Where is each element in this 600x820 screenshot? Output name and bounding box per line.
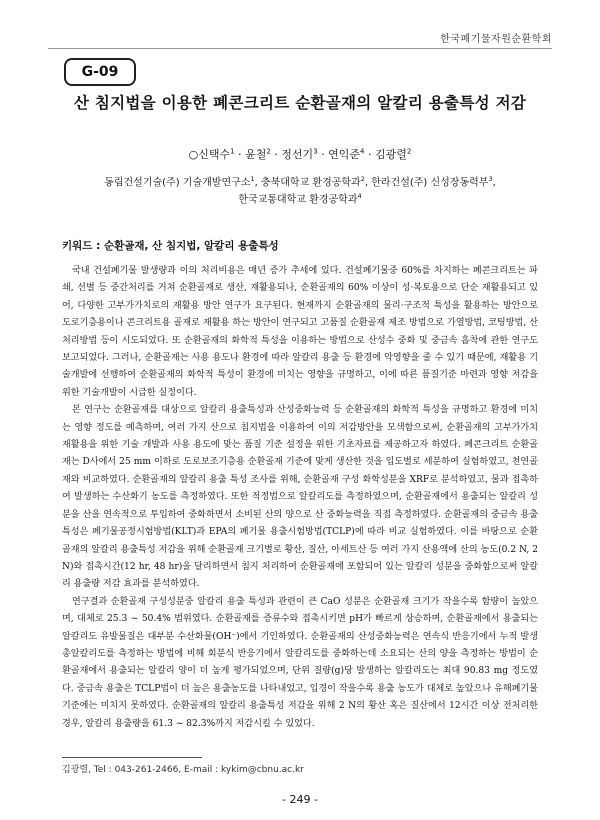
affiliation-line xyxy=(48,188,552,208)
affiliation: 한국교통대학교 환경공학과 xyxy=(238,194,358,206)
author-name: 윤철 xyxy=(245,148,267,161)
abstract-body xyxy=(62,263,538,733)
affiliation: , 충북대학교 환경공학과 xyxy=(254,177,361,189)
paragraph-results: 연구결과 순환골재 구성성분중 알칼리 용출 특성과 관련이 큰 CaO 성분은 순환골재 크기가 작을수록 함량이 높았으며, 대체로 25.3 ~ 50.4% 범위였다. 순환골재를 증류수와 접촉시키면 pH가 빠르게 상승하며, 순환골재에서 용출되는 알칼리도 유발물질은 대부분 수산화물(OH⁻)에서 기인하였다. 순환골재의 산성중화능력은 연속식 반응기에서 누적 발생 총알칼리도를 측정하는 방법에 비해 회분식 반응기에서 알칼리도를 중화하는데 소요되는 산의 양을 측정하는 방법이 순환골재에서 용출되는 알칼리 양이 더 높게 평가되었으며, 단위 질량(g)당 발생하는 알칼리도는 최대 90.83 mg 정도였다. 중금속 용출은 TCLP법이 더 높은 용출농도를 나타내었고, 입경이 작을수록 용출 농도가 대체로 높았으나 유해폐기물 기준에는 미치지 못하였다. 순환골재의 알칼리 용출특성 저감을 위해 2 N의 황산 혹은 질산에서 12시간 이상 전처리한 경우, 알칼리 용출량을 61.3 ~ 82.3%까지 저감시킬 수 있었다. xyxy=(62,596,538,729)
affil-mark: 2 xyxy=(360,175,365,183)
author-separator: · xyxy=(270,148,282,161)
paragraph-background: 국내 건설폐기물 발생량과 이의 처리비용은 매년 증가 추세에 있다. 건설폐기물중 60%를 차지하는 폐콘크리트는 파쇄, 선별 등 중간처리를 거쳐 순환골재로 생산, 재활용되나, 순환골재의 60% 이상이 성·복토용으로 단순 재활용되고 있어, 다양한 고부가가치로의 재활용 방안 연구가 요구된다. 현재까지 순환골재의 물리·구조적 특성을 활용하는 방안으로 도로기층용이나 콘크리트용 골재로 재활용 하는 방안이 연구되고 고품질 순환골재 제조 방법으로 가열방법, 코팅방법, 산처리방법 등이 시도되었다. 또 순환골재의 화학적 특성을 이용하는 방법으로 산성수 중화 및 중금속 흡착에 관한 연구도 보고되었다. 그러나, 순환골재는 사용 용도나 환경에 따라 알칼리 용출 등 환경에 악영향을 줄 수 있기 때문에, 재활용 기술개발에 선행하여 순환골재의 화학적 특성이 환경에 미치는 영향을 규명하고, 이에 따른 품질기준 마련과 영향 저감을 위한 기술개발이 시급한 실정이다. xyxy=(62,266,538,398)
paper-title: 산 침지법을 이용한 폐콘크리트 순환골재의 알칼리 용출특성 저감 xyxy=(73,94,527,112)
paragraph-methods: 본 연구는 순환골재를 대상으로 알칼리 용출특성과 산성중화능력 등 순환골재의 화학적 특성을 규명하고 환경에 미치는 영향 정도를 예측하며, 여러 가지 산으로 침지법을 이용하여 이의 저감방안을 모색함으로써, 순환골재의 고부가가치 재활용을 위한 기술 개발과 사용 용도에 맞는 품질 기준 설정을 위한 기초자료를 제공하고자 하였다. 폐콘크리트 순환골재는 D사에서 25 mm 이하로 도로보조기층용 순환골재 기준에 맞게 생산한 것을 입도별로 세분하여 실험하였고, 천연골재와 비교하였다. 순환골재의 알칼리 용출 특성 조사를 위해, 순환골재 구성 화학성분을 XRF로 분석하였고, 물과 접촉하여 발생하는 수산화기 농도를 측정하였다. 또한 적정법으로 알칼리도를 측정하였으며, 순환골재에서 용출되는 알칼리 성분을 산을 연속적으로 투입하여 중화하면서 소비된 산의 양으로 산 중화능력을 직접 측정하였다. 순환골재의 중금속 용출특성은 폐기물공정시험방법(KLT)과 EPA의 폐기물 용출시험방법(TCLP)에 따라 비교 실험하였다. 이를 바탕으로 순환골재의 알칼리 용출특성 저감을 위해 순환골재 크기별로 황산, 질산, 아세트산 등 여러 가지 산용액에 산의 농도(0.2 N, 2 N)와 접촉시간(12 hr, 48 hr)을 달리하면서 침지 처리하여 순환골재에 포함되어 있는 알칼리 성분을 중화함으로써 알칼리 용출량 저감 효과를 분석하였다. xyxy=(62,405,538,590)
author-separator: · xyxy=(317,148,329,161)
author-name: ○신택수 xyxy=(188,148,231,161)
author-name: 정선기 xyxy=(281,148,314,161)
author-name: 연익준 xyxy=(328,148,361,161)
author-affil-mark: 2 xyxy=(266,147,271,156)
page-number: - 249 - xyxy=(282,793,318,806)
affil-mark: 3 xyxy=(488,175,493,183)
author-affil-mark: 1 xyxy=(230,147,235,156)
affiliation: 동림건설기술(주) 기술개발연구소 xyxy=(104,177,251,189)
affiliation-separator: , xyxy=(492,177,496,189)
author-affil-mark: 2 xyxy=(406,147,412,156)
affil-mark: 4 xyxy=(357,192,362,200)
author-name: 김광렬 xyxy=(375,148,407,161)
header-divider xyxy=(48,48,552,49)
affiliation: , 한라건설(주) 신성장동력부 xyxy=(364,177,489,189)
society-header: 한국폐기물자원순환학회 xyxy=(440,34,552,45)
author-affil-mark: 4 xyxy=(360,147,365,156)
author-affil-mark: 3 xyxy=(313,147,318,156)
session-code-badge: G-09 xyxy=(64,58,136,86)
affil-mark: 1 xyxy=(250,175,255,183)
author-separator: · xyxy=(364,148,376,161)
author-list xyxy=(48,146,552,162)
corresponding-author-footnote: 김광렬, Tel : 043-261-2466, E-mail : kykim@cbnu.ac.kr xyxy=(62,765,304,775)
author-separator: · xyxy=(234,148,246,161)
keywords: 키워드 : 순환골재, 산 침지법, 알칼리 용출특성 xyxy=(62,240,279,252)
footnote-divider xyxy=(62,757,202,758)
